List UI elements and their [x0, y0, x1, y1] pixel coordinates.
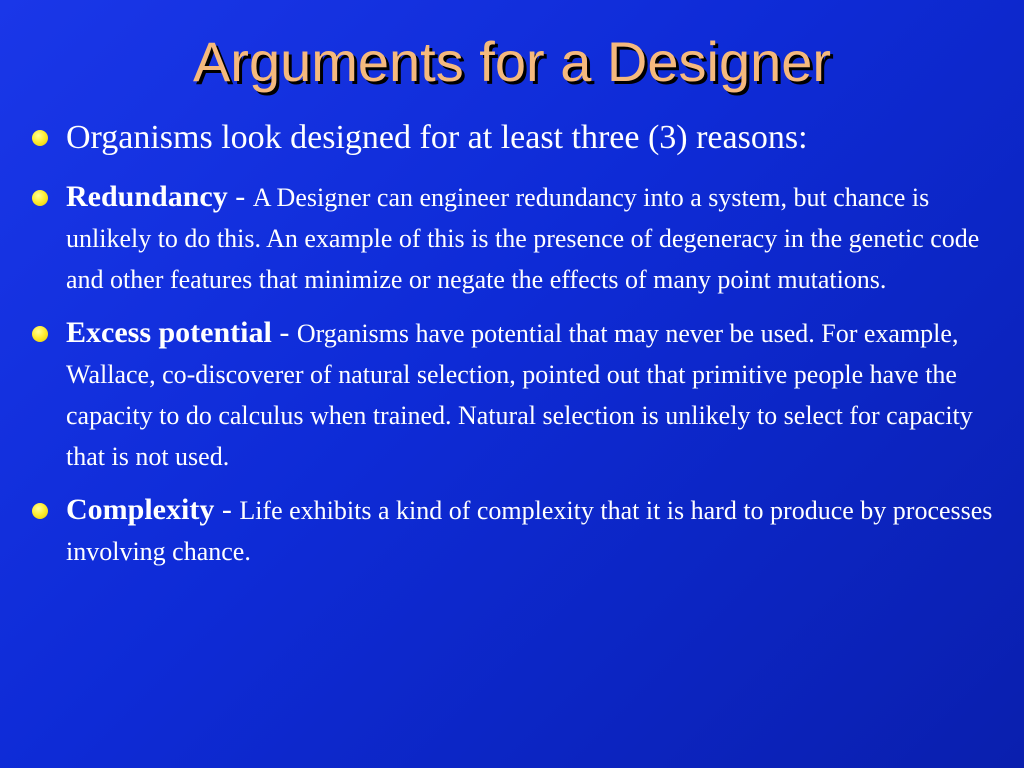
bullet-separator: -: [227, 180, 253, 213]
bullet-text: Life exhibits a kind of complexity that it is hard to produce by processes involving chance.: [66, 496, 993, 566]
bullet-separator: -: [214, 493, 240, 526]
bullet-item-reasons: [0, 116, 1024, 160]
bullet-text: Organisms have potential that may never be used. For example, Wallace, co-discoverer of natural selection, pointed out that primitive people have the capacity to do calculus when trained. Natural selection is unlikely to select for capacity that is not used.: [66, 319, 973, 471]
bullet-dot-icon: [32, 190, 48, 206]
bullet-text: Organisms look designed for at least three (3) reasons:: [66, 119, 808, 156]
bullet-separator: -: [271, 316, 297, 349]
bullet-list: [0, 116, 1024, 584]
bullet-term: Excess potential: [66, 316, 272, 349]
bullet-item-excess-potential: [0, 312, 1024, 477]
bullet-dot-icon: [32, 503, 48, 519]
bullet-dot-icon: [32, 130, 48, 146]
bullet-item-complexity: [0, 489, 1024, 572]
bullet-dot-icon: [32, 326, 48, 342]
bullet-term: Redundancy: [66, 180, 228, 213]
bullet-term: Complexity: [66, 493, 215, 526]
bullet-text: A Designer can engineer redundancy into a system, but chance is unlikely to do this. An example of this is the presence of degeneracy in the genetic code and other features that minimize or negate the effects of many point mutations.: [66, 183, 980, 294]
bullet-item-redundancy: [0, 176, 1024, 300]
slide-title: Arguments for a Designer: [192, 30, 832, 93]
